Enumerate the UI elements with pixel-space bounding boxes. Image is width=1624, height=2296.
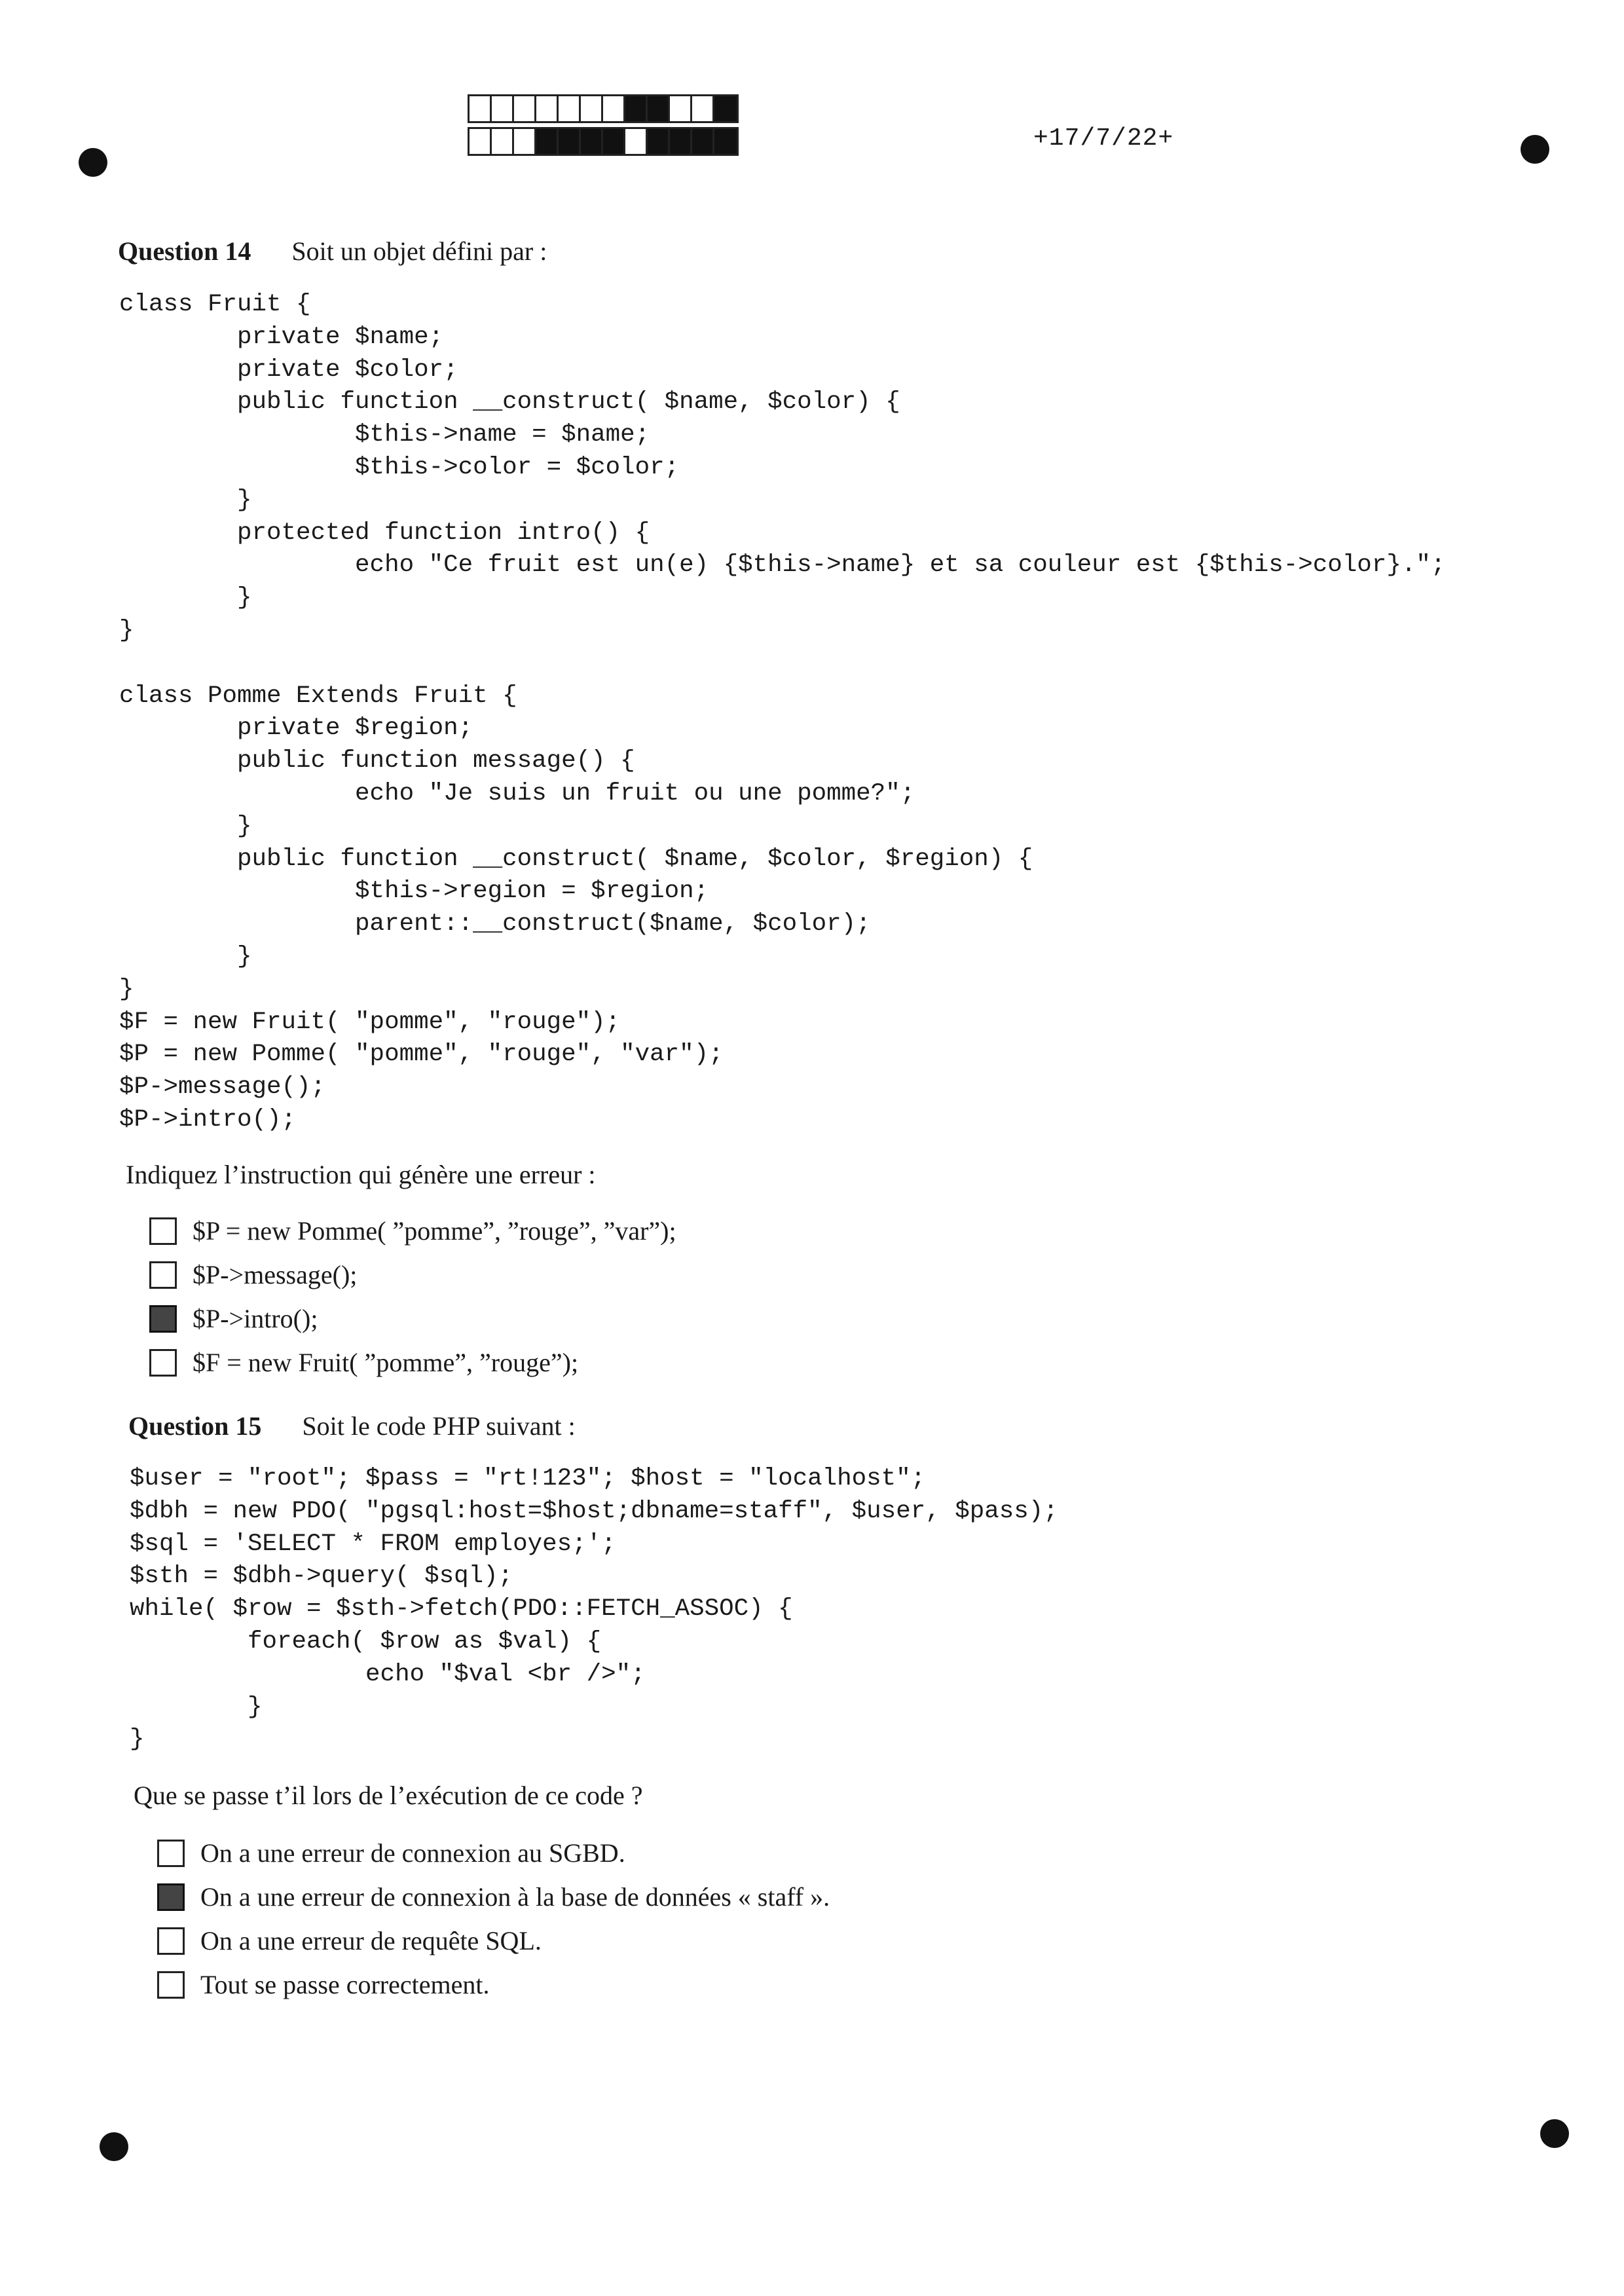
answer-choice[interactable] [157,1831,830,1875]
answer-label: On a une erreur de connexion au SGBD. [200,1838,625,1868]
question-15-header [128,1411,576,1441]
barcode-cell [559,129,581,154]
barcode-cell [514,96,536,121]
code-block: $user = "root"; $pass = "rt!123"; $host = "localhost"; $dbh = new PDO( "pgsql:host=$host;dbname=staff", $user, $pass); $sql = 'SELECT * FROM employes;'; $sth = $dbh->query( $sql); while( $row = $sth->fetch(PDO::FETCH_ASSOC) { foreach( $row as $val) { echo "$val <br />"; } } [130,1465,1058,1754]
answer-label: On a une erreur de requête SQL. [200,1926,542,1955]
barcode-cell [670,129,692,154]
question-prompt: Indiquez l’instruction qui génère une erreur : [126,1160,596,1189]
checkbox[interactable] [149,1261,177,1289]
code-block: class Fruit { private $name; private $color; public function __construct( $name, $color) { $this->name = $name; $this->color = $color; } protected function intro() { echo "Ce fruit est un(e) {$this->name} et sa couleur est {$this->color}."; } } class Pomme Extends Fruit { private $region; public function message() { echo "Je suis un fruit ou une pomme?"; } public function __construct( $name, $color, $region) { $this->region = $region; parent::__construct($name, $color); } } $F = new Fruit( "pomme", "rouge"); $P = new Pomme( "pomme", "rouge", "var"); $P->message(); $P->intro(); [119,291,1446,1134]
checkbox[interactable] [157,1971,185,1999]
barcode-row [468,94,739,123]
answer-label: Tout se passe correctement. [200,1970,490,1999]
barcode-cell [670,96,692,121]
question-intro: Soit un objet défini par : [291,236,547,266]
answer-choices [157,1831,830,2007]
answer-choice[interactable] [157,1919,830,1963]
answer-choice[interactable] [157,1875,830,1919]
barcode-cell [536,129,559,154]
barcode-cell [603,96,625,121]
question-prompt: Que se passe t’il lors de l’exécution de ce code ? [134,1781,643,1810]
registration-mark-top-left [79,148,107,177]
barcode-row [468,127,739,156]
answer-choice[interactable] [149,1341,676,1384]
barcode-cell [492,129,514,154]
answer-label: $P = new Pomme( ”pomme”, ”rouge”, ”var”); [193,1216,676,1246]
barcode-cell [514,129,536,154]
answer-label: $F = new Fruit( ”pomme”, ”rouge”); [193,1348,579,1377]
barcode-cell [692,129,714,154]
barcode-cell [492,96,514,121]
checked-checkbox[interactable] [149,1305,177,1333]
barcode-cell [625,96,648,121]
barcode-cell [581,96,603,121]
answer-label: $P->intro(); [193,1304,318,1333]
checkbox[interactable] [157,1927,185,1955]
exam-id: +17/7/22+ [1033,124,1174,153]
answer-choice[interactable] [149,1297,676,1341]
question-intro: Soit le code PHP suivant : [302,1411,576,1441]
answer-label: On a une erreur de connexion à la base de données « staff ». [200,1882,830,1912]
question-number: Question 15 [128,1411,262,1441]
barcode-cell [625,129,648,154]
question-number: Question 14 [118,236,251,266]
barcode-cell [648,96,670,121]
question-14-header [118,236,547,267]
checkbox[interactable] [149,1349,177,1377]
barcode-cell [603,129,625,154]
checkbox[interactable] [157,1840,185,1867]
barcode-cell [559,96,581,121]
barcode-cell [692,96,714,121]
answer-label: $P->message(); [193,1260,358,1289]
barcode-cell [581,129,603,154]
registration-mark-bottom-left [100,2132,128,2161]
registration-mark-top-right [1521,135,1549,164]
answer-choice[interactable] [149,1253,676,1297]
checked-checkbox[interactable] [157,1883,185,1911]
answer-choices [149,1209,676,1384]
barcode-cell [714,96,737,121]
answer-choice[interactable] [157,1963,830,2007]
registration-mark-bottom-right [1540,2119,1569,2148]
barcode-cell [648,129,670,154]
barcode-cell [714,129,737,154]
barcode-cell [536,96,559,121]
barcode-cell [470,96,492,121]
answer-choice[interactable] [149,1209,676,1253]
barcode-cell [470,129,492,154]
checkbox[interactable] [149,1217,177,1245]
